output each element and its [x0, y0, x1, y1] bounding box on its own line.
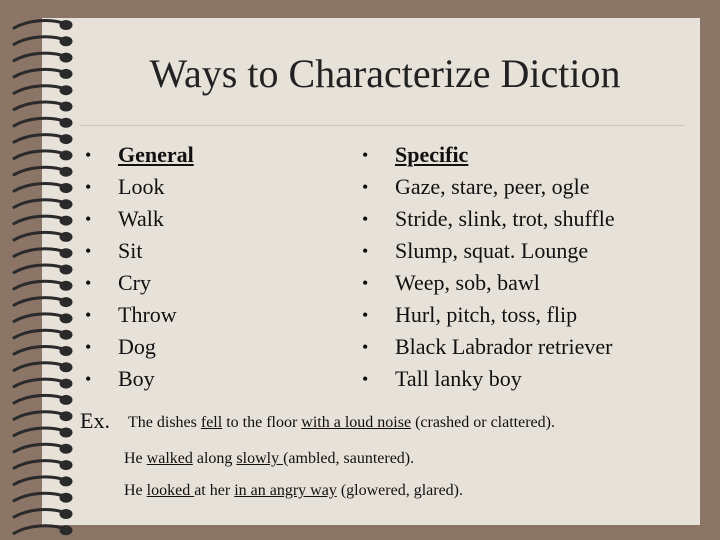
binding-ring	[14, 21, 66, 28]
binding-ring	[14, 53, 66, 60]
examples-label: Ex.	[80, 408, 110, 433]
binding-hole	[61, 331, 71, 338]
binding-hole	[61, 445, 71, 452]
column-header-specific: • Specific	[362, 139, 615, 171]
binding-ring	[14, 37, 66, 44]
binding-ring	[14, 347, 66, 354]
list-item: • Walk	[85, 203, 194, 235]
bullet: •	[362, 337, 369, 357]
binding-hole	[61, 315, 71, 322]
binding-hole	[61, 494, 71, 501]
binding-ring	[14, 363, 66, 370]
binding-ring	[14, 249, 66, 256]
binding-hole	[61, 70, 71, 77]
list-item: • Look	[85, 171, 194, 203]
binding-ring	[14, 69, 66, 76]
binding-hole	[61, 250, 71, 257]
bullet: •	[362, 305, 369, 325]
binding-hole	[61, 478, 71, 485]
binding-hole	[61, 429, 71, 436]
list-item: • Hurl, pitch, toss, flip	[362, 299, 615, 331]
binding-ring	[14, 526, 66, 533]
bullet: •	[362, 241, 369, 261]
binding-ring	[14, 102, 66, 109]
binding-hole	[61, 364, 71, 371]
binding-ring	[14, 428, 66, 435]
list-item: • Sit	[85, 235, 194, 267]
binding-ring	[14, 200, 66, 207]
binding-hole	[61, 348, 71, 355]
list-item: • Slump, squat. Lounge	[362, 235, 615, 267]
binding-hole	[61, 38, 71, 45]
binding-hole	[61, 119, 71, 126]
title-divider	[80, 125, 685, 126]
binding-ring	[14, 477, 66, 484]
bullet: •	[85, 273, 92, 293]
binding-hole	[61, 152, 71, 159]
binding-ring	[14, 493, 66, 500]
column-header-general: • General	[85, 139, 194, 171]
general-column	[85, 139, 194, 395]
binding-ring	[14, 444, 66, 451]
binding-hole	[61, 299, 71, 306]
binding-ring	[14, 461, 66, 468]
binding-hole	[61, 185, 71, 192]
binding-ring	[14, 265, 66, 272]
binding-ring	[14, 395, 66, 402]
binding-hole	[61, 380, 71, 387]
binding-ring	[14, 281, 66, 288]
bullet: •	[362, 177, 369, 197]
binding-ring	[14, 379, 66, 386]
list-item: • Tall lanky boy	[362, 363, 615, 395]
bullet: •	[362, 369, 369, 389]
binding-hole	[61, 266, 71, 273]
list-item: • Throw	[85, 299, 194, 331]
list-item: • Dog	[85, 331, 194, 363]
binding-hole	[61, 87, 71, 94]
binding-ring	[14, 216, 66, 223]
list-item: • Stride, slink, trot, shuffle	[362, 203, 615, 235]
binding-ring	[14, 167, 66, 174]
bullet: •	[85, 337, 92, 357]
example-sentence-2: He walked along slowly (ambled, sauntered).	[124, 450, 415, 467]
binding-hole	[61, 511, 71, 518]
example-sentence-3: He looked at her in an angry way (glowered, glared).	[124, 482, 463, 499]
binding-hole	[61, 54, 71, 61]
binding-hole	[61, 462, 71, 469]
binding-hole	[61, 396, 71, 403]
list-item: • Black Labrador retriever	[362, 331, 615, 363]
list-item: • Gaze, stare, peer, ogle	[362, 171, 615, 203]
binding-hole	[61, 413, 71, 420]
binding-hole	[61, 201, 71, 208]
binding-hole	[61, 233, 71, 240]
bullet: •	[85, 241, 92, 261]
example-sentence-1: The dishes fell to the floor with a loud noise (crashed or clattered).	[128, 414, 555, 431]
bullet: •	[85, 209, 92, 229]
bullet: •	[85, 145, 92, 165]
list-item: • Weep, sob, bawl	[362, 267, 615, 299]
list-item: • Boy	[85, 363, 194, 395]
binding-hole	[61, 103, 71, 110]
slide-title: Ways to Characterize Diction	[149, 51, 621, 96]
bullet: •	[362, 209, 369, 229]
binding-ring	[14, 510, 66, 517]
bullet: •	[85, 177, 92, 197]
bullet: •	[85, 305, 92, 325]
binding-ring	[14, 135, 66, 142]
binding-ring	[14, 151, 66, 158]
bullet: •	[362, 145, 369, 165]
binding-ring	[14, 314, 66, 321]
binding-ring	[14, 86, 66, 93]
bullet: •	[362, 273, 369, 293]
binding-ring	[14, 232, 66, 239]
binding-ring	[14, 298, 66, 305]
binding-hole	[61, 282, 71, 289]
binding-hole	[61, 22, 71, 29]
binding-ring	[14, 330, 66, 337]
binding-hole	[61, 527, 71, 534]
binding-ring	[14, 412, 66, 419]
binding-hole	[61, 136, 71, 143]
bullet: •	[85, 369, 92, 389]
specific-column	[362, 139, 615, 395]
binding-ring	[14, 184, 66, 191]
list-item: • Cry	[85, 267, 194, 299]
binding-ring	[14, 118, 66, 125]
binding-hole	[61, 217, 71, 224]
binding-hole	[61, 168, 71, 175]
spiral-binding-icon	[0, 0, 80, 540]
